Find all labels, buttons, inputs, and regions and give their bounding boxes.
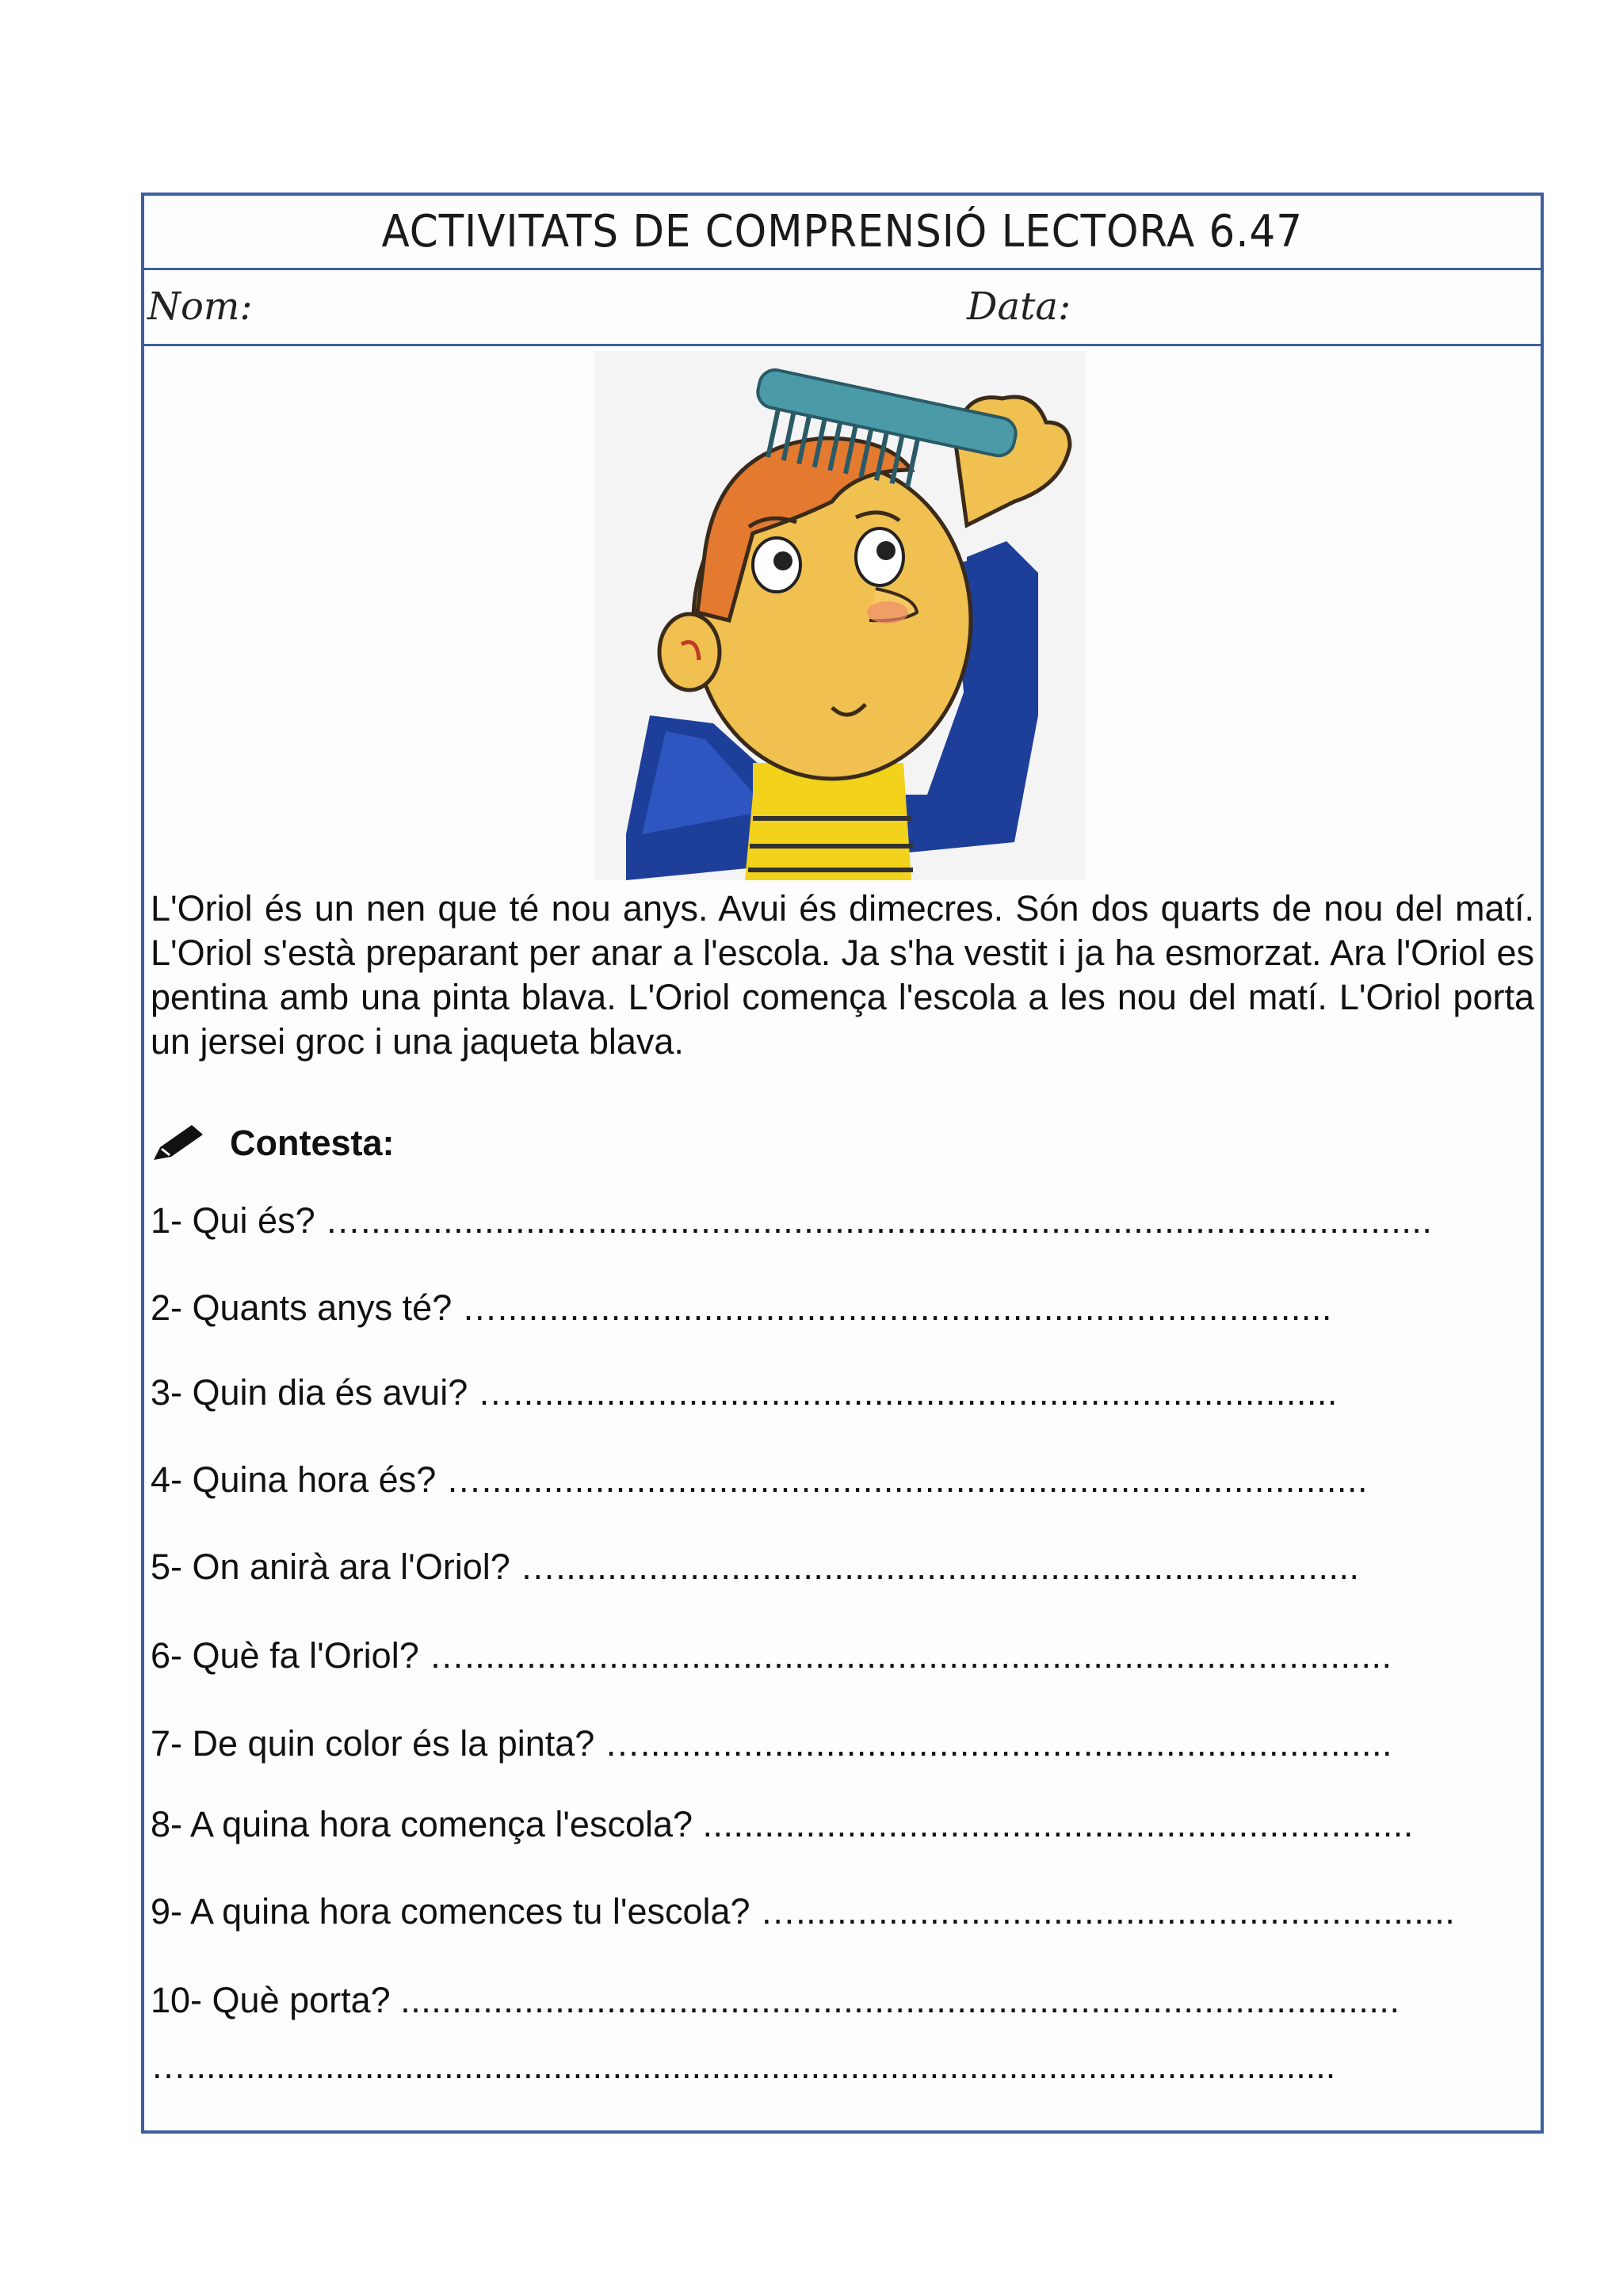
reading-text: L'Oriol és un nen que té nou anys. Avui és dimecres. Són dos quarts de nou del matí. L'Oriol s'està preparant per anar a l'escola. Ja s'ha vestit i ja ha esmorzat. Ara l'Oriol es pentina amb una pinta blava. L'Oriol comença l'escola a les nou del matí. L'Oriol porta un jersei groc i una jaqueta blava.	[151, 888, 1534, 1062]
name-label: Nom:	[147, 284, 253, 329]
boy-combing-hair-illustration	[594, 351, 1086, 880]
question-5: 5- On anirà ara l'Oriol? …..............................................................................	[151, 1547, 1360, 1587]
page-title: ACTIVITATS DE COMPRENSIÓ LECTORA 6.47	[381, 206, 1304, 257]
date-label: Data:	[967, 284, 1071, 329]
worksheet	[141, 193, 1544, 2134]
question-8: 8- A quina hora comença l'escola? .....................................................................	[151, 1804, 1414, 1844]
question-9: 9- A quina hora comences tu l'escola? …................................................................	[151, 1891, 1456, 1932]
question-6: 6- Què fa l'Oriol? …..........................................................................................	[151, 1635, 1392, 1676]
question-1: 1- Qui és? …........................................................................................................	[151, 1200, 1433, 1241]
name-date-row	[144, 270, 1541, 346]
answer-extra-line: …....................................................................................................................	[151, 2046, 1336, 2086]
question-10: 10- Què porta? .................................................................................................	[151, 1980, 1400, 2020]
instructions-label: Contesta:	[230, 1123, 395, 1163]
pencil-icon	[151, 1123, 206, 1163]
question-7: 7- De quin color és la pinta? ….........................................................................	[151, 1723, 1393, 1764]
question-2: 2- Quants anys té? ….................................................................................	[151, 1287, 1332, 1328]
question-3: 3- Quin dia és avui? …................................................................................	[151, 1372, 1338, 1413]
instructions	[151, 1123, 395, 1164]
title-row	[144, 196, 1541, 270]
question-4: 4- Quina hora és? …......................................................................................	[151, 1459, 1368, 1500]
